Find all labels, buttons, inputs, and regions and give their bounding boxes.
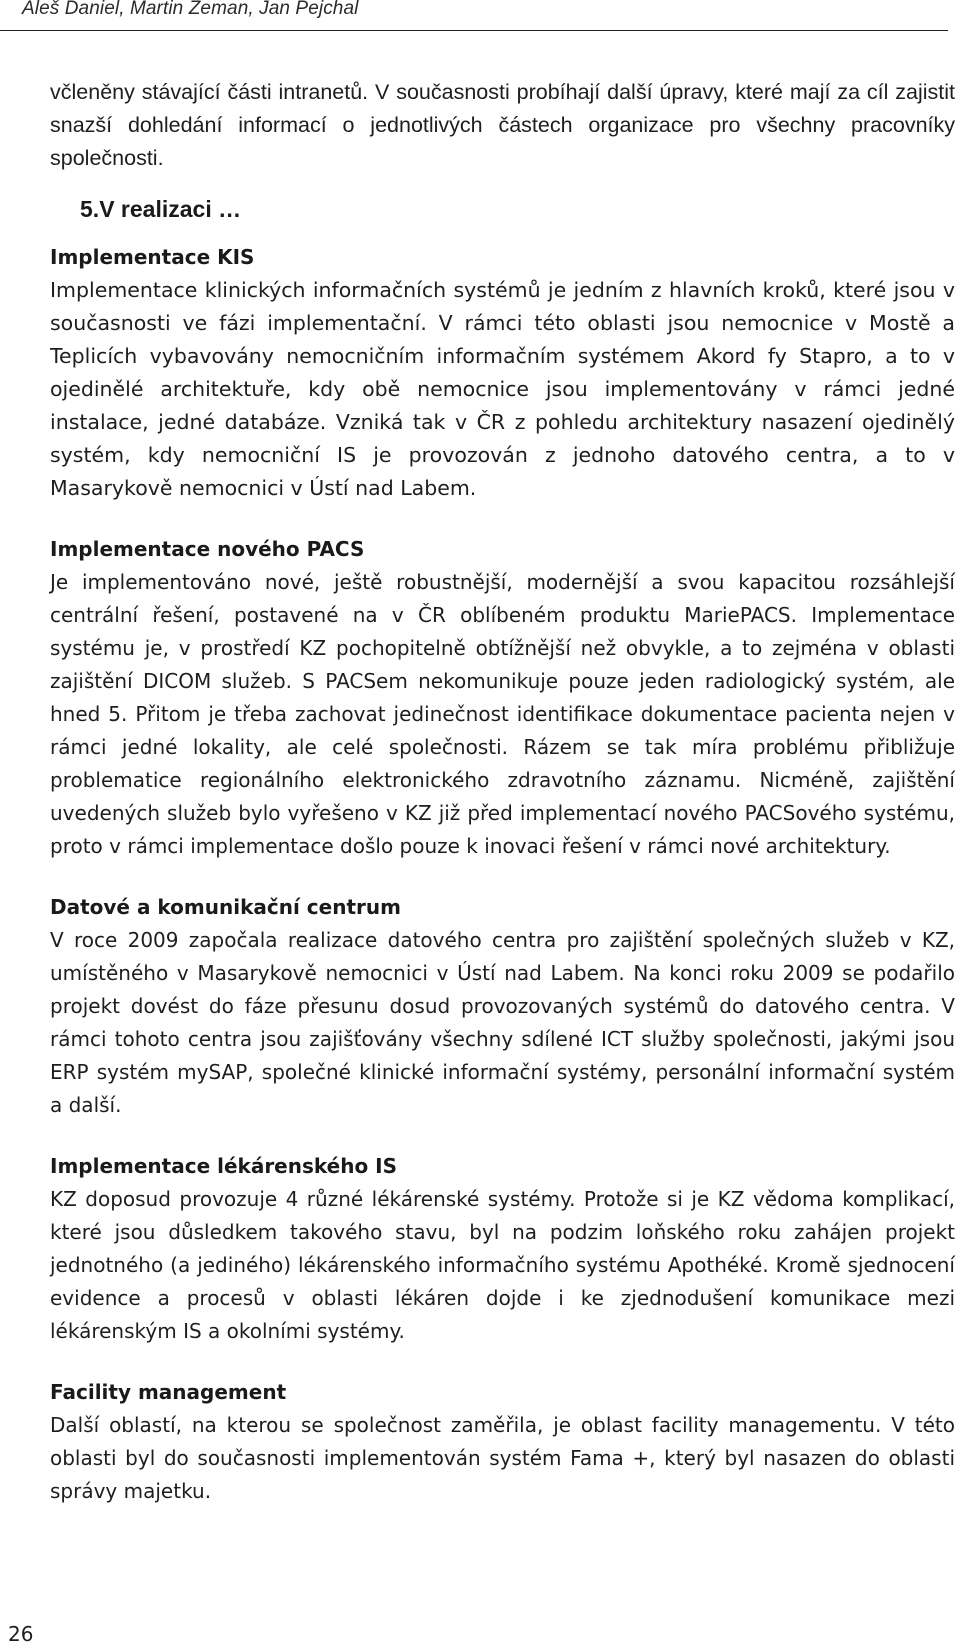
subsection-heading: Facility management	[50, 1380, 287, 1404]
page-content	[50, 76, 955, 1536]
intro-paragraph: včleněny stávající části intranetů. V současnosti probíhají další úpravy, které mají za cíl zajistit snazší dohledání informací o jednotlivých částech organizace pro všechny pracovníky společnosti.	[50, 80, 955, 170]
header-authors: Aleš Daniel, Martin Zeman, Jan Pejchal	[22, 0, 359, 19]
section-heading	[80, 191, 955, 227]
page-number: 26	[8, 1622, 34, 1646]
subsection-pacs	[50, 533, 955, 863]
subsection-text: V roce 2009 započala realizace datového centra pro zajištění společných služeb v KZ, umístěného v Masarykově nemocnici v Ústí nad Labem. Na konci roku 2009 se podařilo projekt dovést do fáze přesunu dosud provozovaných systémů do datového centra. V rámci tohoto centra jsou zajišťovány všechny sdílené ICT služby společnosti, jakými jsou ERP systém mySAP, společné klinické informační systémy, personální informační systém a další.	[50, 928, 955, 1117]
section-number: 5.	[80, 196, 100, 222]
subsection-text: Další oblastí, na kterou se společnost zaměřila, je oblast facility managementu. V této oblasti byl do současnosti implementován systém Fama +, který byl nasazen do oblasti správy majetku.	[50, 1413, 955, 1503]
subsection-text: Je implementováno nové, ještě robustnější, modernější a svou kapacitou rozsáhlejší centrální řešení, postavené na v ČR oblíbeném produktu MariePACS. Implementace systému je, v prostředí KZ pochopitelně obtížnější než obvykle, a to zejména v oblasti zajištění DICOM služeb. S PACSem nekomunikuje pouze jeden radiologický systém, ale hned 5. Přitom je třeba zachovat jedinečnost identifikace dokumentace pacienta nejen v rámci jedné lokality, ale celé společnosti. Rázem se tak míra problému přibližuje problematice regionálního elektronického zdravotního záznamu. Nicméně, zajištění uvedených služeb bylo vyřešeno v KZ již před implementací nového PACSového systému, proto v rámci implementace došlo pouze k inovaci řešení v rámci nové architektury.	[50, 570, 955, 858]
subsection-heading: Implementace KIS	[50, 245, 255, 269]
subsection-text: Implementace klinických informačních systémů je jedním z hlavních kroků, které jsou v současnosti ve fázi implementační. V rámci této oblasti jsou nemocnice v Mostě a Teplicích vybavovány nemocničním informačním systémem Akord fy Stapro, a to v ojedinělé architektuře, kdy obě nemocnice jsou implementovány v rámci jedné instalace, jedné databáze. Vzniká tak v ČR z pohledu architektury nasazení ojedinělý systém, kdy nemocniční IS je provozován z jednoho datového centra, a to v Masarykově nemocnici v Ústí nad Labem.	[50, 278, 955, 500]
subsection-text: KZ doposud provozuje 4 různé lékárenské systémy. Protože si je KZ vědoma komplikací, které jsou důsledkem takového stavu, byl na podzim loňského roku zahájen projekt jednotného (a jediného) lékárenského informačního systému Apothéké. Kromě sjednocení evidence a procesů v oblasti lékáren dojde i ke zjednodušení komunikace mezi lékárenským IS a okolními systémy.	[50, 1187, 955, 1343]
running-header	[0, 0, 948, 31]
subsection-kis	[50, 241, 955, 505]
subsection-heading: Implementace nového PACS	[50, 537, 365, 561]
subsection-pharmacy-is	[50, 1150, 955, 1348]
subsection-heading: Datové a komunikační centrum	[50, 895, 401, 919]
subsection-data-center	[50, 891, 955, 1122]
subsection-facility-management	[50, 1376, 955, 1508]
subsection-heading: Implementace lékárenského IS	[50, 1154, 398, 1178]
section-title: V realizaci …	[99, 196, 242, 222]
